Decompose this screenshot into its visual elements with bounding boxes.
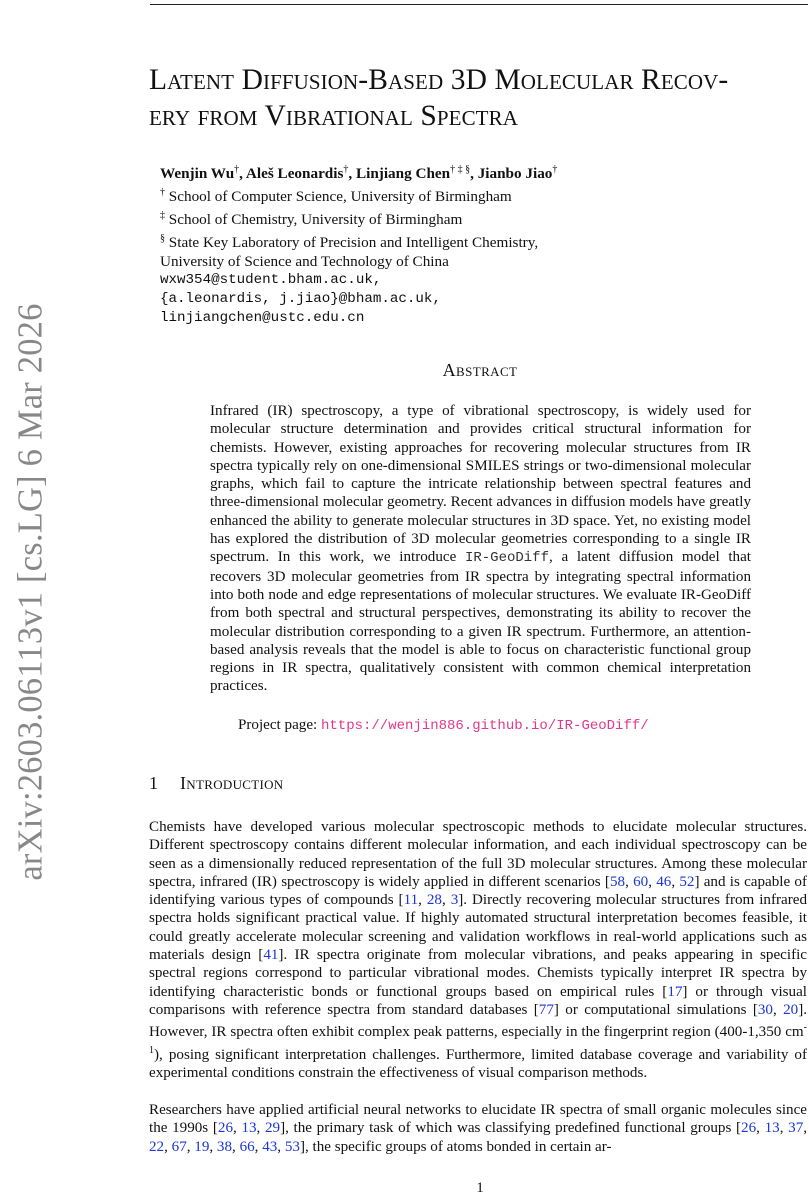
intro-paragraph-1: Chemists have developed various molecular spectroscopic methods to elucidate molecular structures. Different spectroscopy contains different molecular information, and each individual spectroscopy can be seen as a dimensionally reduced representation of the full 3D molecular structures. Among these molecular spectra, infrared (IR) spectroscopy is widely applied in different scenarios [58, 60, 46, 52] and is capable of identifying various types of compounds [11, 28, 3]. Directly recovering molecular structures from infrared spectra holds significant practical value. If highly automated structural interpretation becomes feasible, it could greatly accelerate molecular screening and validation workflows in real-world applications such as materials design [41]. IR spectra originate from molecular vibrations, and peaks appearing in specific spectral regions correspond to particular vibrational modes. Chemists typically interpret IR spectra by identifying characteristic bonds or functional groups based on empirical rules [17] or through visual comparisons with reference spectra from standard databases [77] or computational simulations [30, 20]. However, IR spectra often exhibit complex peak patterns, especially in the fingerprint region (400-1,350 $cm^{-1}$), posing significant interpretation challenges. Furthermore, limited database coverage and variability of experimental conditions constrain the effectiveness of visual comparison methods. [149,819,808,1081]
title-line-2: ery from Vibrational Spectra [149,100,518,132]
citation-link[interactable]: 28 [426,892,442,909]
body-text: ), posing significant interpretation challenges. Furthermore, limited database coverage and variability of experimental conditions constrain the effectiveness of visual comparison methods. [149,1046,807,1081]
citation-link[interactable]: 20 [783,1001,799,1018]
author-name: Wenjin Wu [160,165,235,183]
affiliation-text: School of Chemistry, University of Birmingham [168,211,463,229]
citation-link[interactable]: 17 [667,983,683,1000]
arxiv-sidebar [0,0,50,1200]
unit-superscript: -1 [149,1022,807,1056]
email-line: linjiangchen@ustc.edu.cn [160,310,365,327]
citation-link[interactable]: 37 [788,1120,804,1137]
citation-link[interactable]: 66 [239,1138,255,1155]
citation-link[interactable]: 43 [262,1138,278,1155]
author-name: Aleš Leonardis [245,165,344,183]
author-block [160,160,800,328]
affiliation-mark: † [160,187,165,199]
email-line: wxw354@student.bham.ac.uk, [160,272,382,289]
citation-link[interactable]: 3 [450,892,459,909]
citation-link[interactable]: 11 [403,892,419,909]
affiliation-text: School of Computer Science, University of Birmingham [168,188,512,206]
author-mark: † [343,164,349,175]
citation-link[interactable]: 41 [263,947,279,964]
citation-link[interactable]: 52 [679,873,695,890]
top-rule [150,4,808,5]
body-text: Chemists have developed various molecular spectroscopic methods to elucidate molecular structures. Different spectroscopy contains different molecular information, and each individual spectroscopy can be seen as a dimensionally reduced representation of the full 3D molecular structures. Among these molecular spectra, infrared (IR) spectroscopy is widely applied in different scenarios [ [149,819,807,890]
section-number: 1 [149,773,159,793]
citation-link[interactable]: 53 [284,1138,300,1155]
citation-link[interactable]: 13 [241,1120,257,1137]
author-mark: † ‡ § [450,164,471,175]
body-text: ], the primary task of which was classifying predefined functional groups [ [280,1120,742,1137]
citation-link[interactable]: 67 [171,1138,187,1155]
citation-link[interactable]: 46 [656,873,672,890]
body-text: ]. However, IR spectra often exhibit complex peak patterns, especially in the fingerprint region (400-1,350 cm [149,1001,807,1041]
citation-link[interactable]: 26 [217,1120,233,1137]
abstract-text: Infrared (IR) spectroscopy, a type of vibrational spectroscopy, is widely used for molecular structure determination and provides critical structural information for chemists. However, existing approaches for recovering molecular structures from IR spectra typically rely on one-dimensional SMILES strings or two-dimensional molecular graphs, which fail to capture the intricate relationship between spectral features and three-dimensional molecular geometry. Recent advances in diffusion models have greatly enhanced the ability to generate molecular structures in 3D space. Yet, no existing model has explored the distribution of 3D molecular geometries corresponding to a single IR spectrum. In this work, we introduce [210,403,751,566]
citation-link[interactable]: 38 [216,1138,233,1155]
abstract-body [210,402,751,696]
author-name: Jianbo Jiao [477,165,553,183]
citation-link[interactable]: 60 [633,873,649,890]
abstract-text: , a latent diffusion model that recovers 3D molecular geometries from IR spectra by integrating spectral information into both node and edge representations of molecular structures. We evaluate IR-GeoDiff from both spectral and structural perspectives, demonstrating its ability to recover the molecular distribution corresponding to a given IR spectrum. Furthermore, an attention-based analysis reveals that the model is able to focus on characteristic functional group regions in IR spectra, qualitatively consistent with common chemical interpretation practices. [210,549,751,695]
title-line-1: Latent Diffusion-Based 3D Molecular Recov- [149,64,729,96]
page-number: 1 [476,1180,484,1196]
section-title: Introduction [180,773,284,793]
author-list: Wenjin Wu†, Aleš Leonardis†, Linjiang Chen† ‡ §, Jianbo Jiao† [160,164,558,183]
citation-link[interactable]: 30 [757,1001,773,1018]
affiliation [160,206,800,229]
affiliation-mark: § [160,233,165,245]
citation-link[interactable]: 19 [194,1138,210,1155]
citation-link[interactable]: 77 [538,1001,554,1018]
project-url-link[interactable]: https://wenjin886.github.io/IR-GeoDiff/ [321,718,649,734]
affiliation [160,183,800,206]
author-mark: † [552,164,558,175]
author-mark: † [234,164,240,175]
body-text: ], the specific groups of atoms bonded in certain ar- [299,1138,612,1155]
section-heading [149,773,283,794]
citation-link[interactable]: 29 [264,1120,281,1137]
affiliation-continued: University of Science and Technology of China [160,253,449,271]
body-text: Researchers have applied artificial neural networks to elucidate IR spectra of small organic molecules since the 1990s [ [149,1102,807,1137]
arxiv-identifier: arXiv:2603.06113v1 [cs.LG] 6 Mar 2026 [11,303,50,881]
email-line: {a.leonardis, j.jiao}@bham.ac.uk, [160,291,441,308]
paper-title [149,62,809,134]
citation-link[interactable]: 26 [741,1120,757,1137]
project-page [238,716,798,736]
project-label: Project page: [238,717,318,733]
affiliation-mark: ‡ [160,210,165,222]
citation-link[interactable]: 22 [149,1138,165,1155]
body-text: ] or computational simulations [ [553,1001,758,1018]
body-text: ] and is capable of identifying various types of compounds [ [149,873,808,909]
author-name: Linjiang Chen [355,165,451,183]
body-text: ] or through visual comparisons with reference spectra from standard databases [ [149,983,807,1018]
affiliation-text: State Key Laboratory of Precision and Intelligent Chemistry, [168,234,539,252]
model-name: IR-GeoDiff [464,550,549,567]
intro-paragraph-2: Researchers have applied artificial neural networks to elucidate IR spectra of small organic molecules since the 1990s [26, 13, 29], the primary task of which was classifying predefined functional groups [26, 13, 37, 22, 67, 19, 38, 66, 43, 53], the specific groups of atoms bonded in certain ar- [149,1102,808,1155]
body-text: ]. Directly recovering molecular structures from infrared spectra holds significant practical value. If highly automated structural interpretation becomes feasible, it could greatly accelerate molecular screening and validation workflows in real-world applications such as materials design [ [149,892,808,964]
citation-link[interactable]: 13 [764,1120,780,1137]
citation-link[interactable]: 58 [609,873,626,890]
affiliation [160,229,800,252]
abstract-heading: Abstract [442,360,518,380]
body-text: ]. IR spectra originate from molecular vibrations, and peaks appearing in specific spectral regions correspond to particular vibrational modes. Chemists typically interpret IR spectra by identifying characteristic bonds or functional groups based on empirical rules [ [149,947,807,1000]
